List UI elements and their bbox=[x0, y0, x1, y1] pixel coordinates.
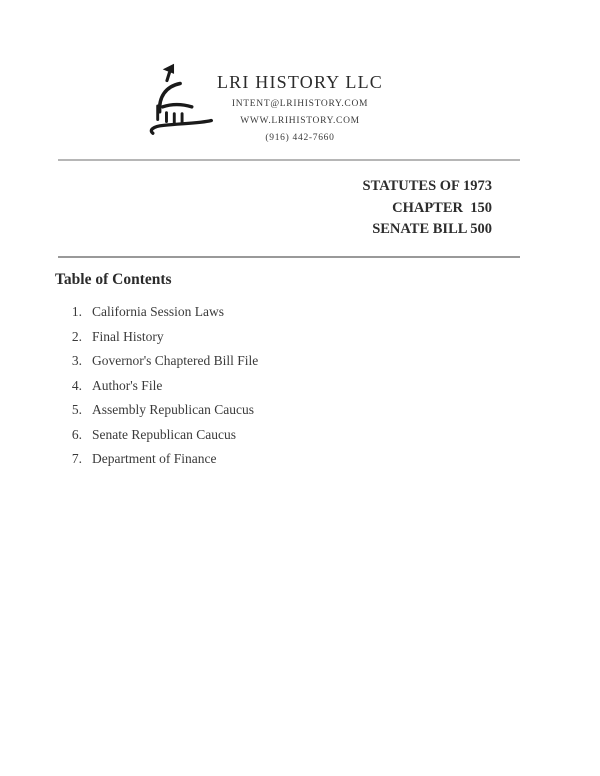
chapter-line: CHAPTER 150 bbox=[392, 199, 492, 216]
divider-bottom bbox=[58, 256, 520, 258]
toc-item bbox=[0, 451, 600, 467]
toc-title: Table of Contents bbox=[55, 271, 172, 288]
senate-bill-line: SENATE BILL 500 bbox=[372, 221, 492, 237]
toc-item-number: 2. bbox=[71, 328, 82, 344]
toc-item-number: 1. bbox=[71, 304, 82, 319]
company-website: WWW.LRIHISTORY.COM bbox=[240, 116, 360, 126]
toc-item-label: Governor's Chaptered Bill File bbox=[92, 353, 259, 368]
toc-item bbox=[0, 378, 600, 394]
toc-item bbox=[0, 353, 600, 369]
toc-item bbox=[0, 304, 600, 320]
toc-item-number: 7. bbox=[71, 451, 82, 466]
toc-item-number: 5. bbox=[71, 402, 82, 417]
toc-item-label: Assembly Republican Caucus bbox=[92, 402, 254, 417]
toc-item-label: Department of Finance bbox=[92, 451, 217, 466]
statute-reference bbox=[363, 176, 492, 241]
company-email: INTENT@LRIHISTORY.COM bbox=[231, 99, 369, 109]
toc-list bbox=[0, 304, 600, 476]
toc-item-number: 3. bbox=[71, 353, 82, 368]
divider-top bbox=[58, 159, 520, 161]
toc-item-label: Author's File bbox=[92, 377, 163, 393]
letterhead bbox=[150, 72, 450, 144]
toc-item bbox=[0, 402, 600, 418]
toc-item bbox=[0, 329, 600, 345]
company-phone: (916) 442-7660 bbox=[265, 133, 335, 143]
toc-item-label: Final History bbox=[92, 328, 164, 344]
toc-item-number: 6. bbox=[71, 426, 82, 442]
statutes-line: STATUTES OF 1973 bbox=[362, 178, 492, 194]
toc-item bbox=[0, 427, 600, 443]
toc-item-label: California Session Laws bbox=[92, 304, 224, 319]
toc-item-number: 4. bbox=[71, 377, 82, 393]
toc-item-label: Senate Republican Caucus bbox=[92, 426, 236, 442]
company-name: LRI HISTORY LLC bbox=[216, 72, 383, 92]
